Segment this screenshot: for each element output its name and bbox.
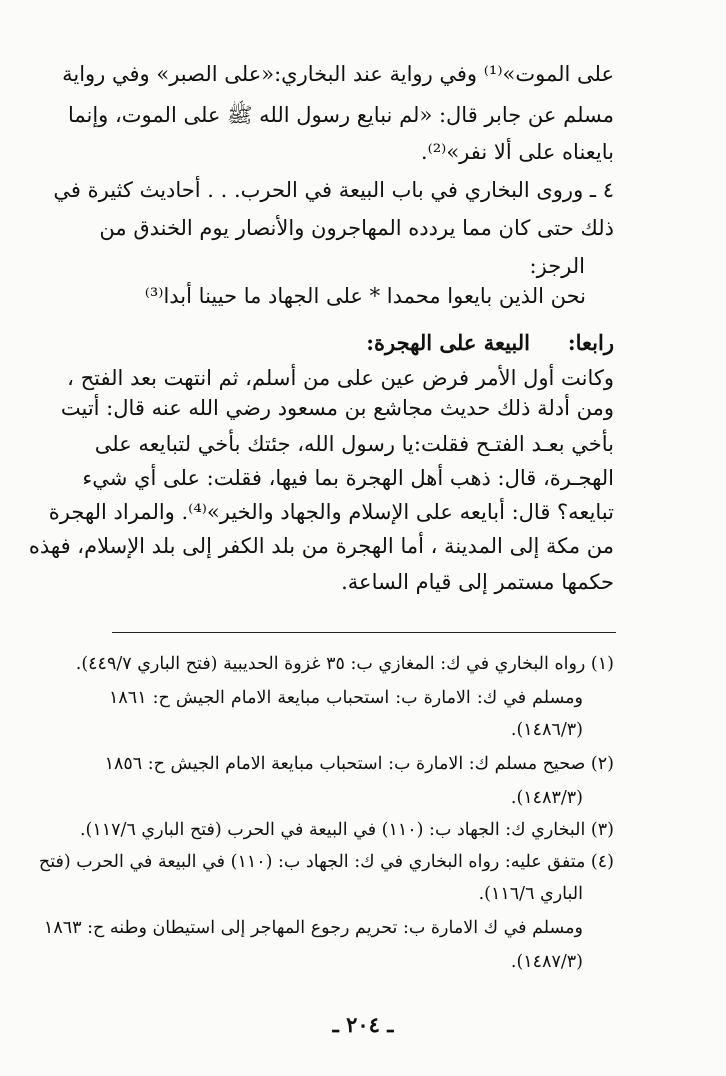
- body-line: على الموت»⁽¹⁾ وفي رواية عند البخاري:«على الصبر» وفي رواية: [62, 62, 614, 86]
- footnote-line: (١٤٨٧/٣).: [510, 952, 583, 972]
- body-line: وكانت أول الأمر فرض عين على من أسلم، ثم انتهت بعد الفتح ،: [67, 366, 614, 390]
- page-number: ـ ٢٠٤ ـ: [332, 1012, 394, 1037]
- body-line: الرجز:: [529, 254, 585, 278]
- poetry-verse: نحن الذين بايعوا محمدا * على الجهاد ما حيينا أبدا⁽³⁾: [144, 284, 586, 308]
- footnote-line: (١) رواه البخاري في ك: المغازي ب: ٣٥ غزوة الحديبية (فتح الباري ٤٤٩/٧).: [75, 654, 614, 674]
- body-line: تبايعه؟ قال: أبايعه على الإسلام والجهاد والخير»⁽⁴⁾. والمراد الهجرة: [48, 500, 614, 524]
- footnote-line: الباري ١١٦/٦).: [478, 884, 583, 904]
- body-line: ٤ ـ وروى البخاري في باب البيعة في الحرب. . . أحاديث كثيرة في: [53, 178, 614, 202]
- section-label: رابعا:: [567, 330, 614, 355]
- body-line: ومن أدلة ذلك حديث مجاشع بن مسعود رضي الله عنه قال: أتيت: [60, 396, 614, 420]
- body-line: من مكة إلى المدينة ، أما الهجرة من بلد الكفر إلى بلد الإسلام، فهذه: [28, 534, 614, 558]
- footnote-line: (١٤٨٣/٣).: [510, 788, 583, 808]
- footnote-line: ومسلم في ك: الامارة ب: استحباب مبايعة الامام الجيش ح: ١٨٦١: [109, 688, 583, 708]
- footnote-line: (٣) البخاري ك: الجهاد ب: (١١٠) في البيعة في الحرب (فتح الباري ١١٧/٦).: [79, 820, 614, 840]
- footnote-line: (١٤٨٦/٣).: [510, 720, 583, 740]
- footnote-line: ومسلم في ك الامارة ب: تحريم رجوع المهاجر إلى استيطان وطنه ح: ١٨٦٣: [43, 918, 583, 938]
- section-heading: البيعة على الهجرة:: [366, 330, 530, 355]
- footnote-separator: [112, 632, 616, 633]
- body-line: مسلم عن جابر قال: «لم نبايع رسول الله ﷺ على الموت، وإنما: [67, 103, 614, 127]
- body-line: ذلك حتى كان مما يردده المهاجرون والأنصار يوم الخندق من: [99, 216, 614, 240]
- footnote-line: (٢) صحيح مسلم ك: الامارة ب: استحباب مبايعة الامام الجيش ح: ١٨٥٦: [104, 754, 614, 774]
- body-line: الهجـرة، قال: ذهب أهل الهجرة بما فيها، فقلت: على أي شيء: [82, 466, 614, 490]
- body-line: بأخي بعـد الفتـح فقلت:يا رسول الله، جئتك بأخي لتبايعه على: [94, 432, 614, 456]
- footnote-line: (٤) متفق عليه: رواه البخاري في ك: الجهاد ب: (١١٠) في البيعة في الحرب (فتح: [38, 852, 614, 872]
- body-line: حكمها مستمر إلى قيام الساعة.: [341, 570, 614, 594]
- body-line: بايعناه على ألا نفر»⁽²⁾.: [420, 140, 614, 164]
